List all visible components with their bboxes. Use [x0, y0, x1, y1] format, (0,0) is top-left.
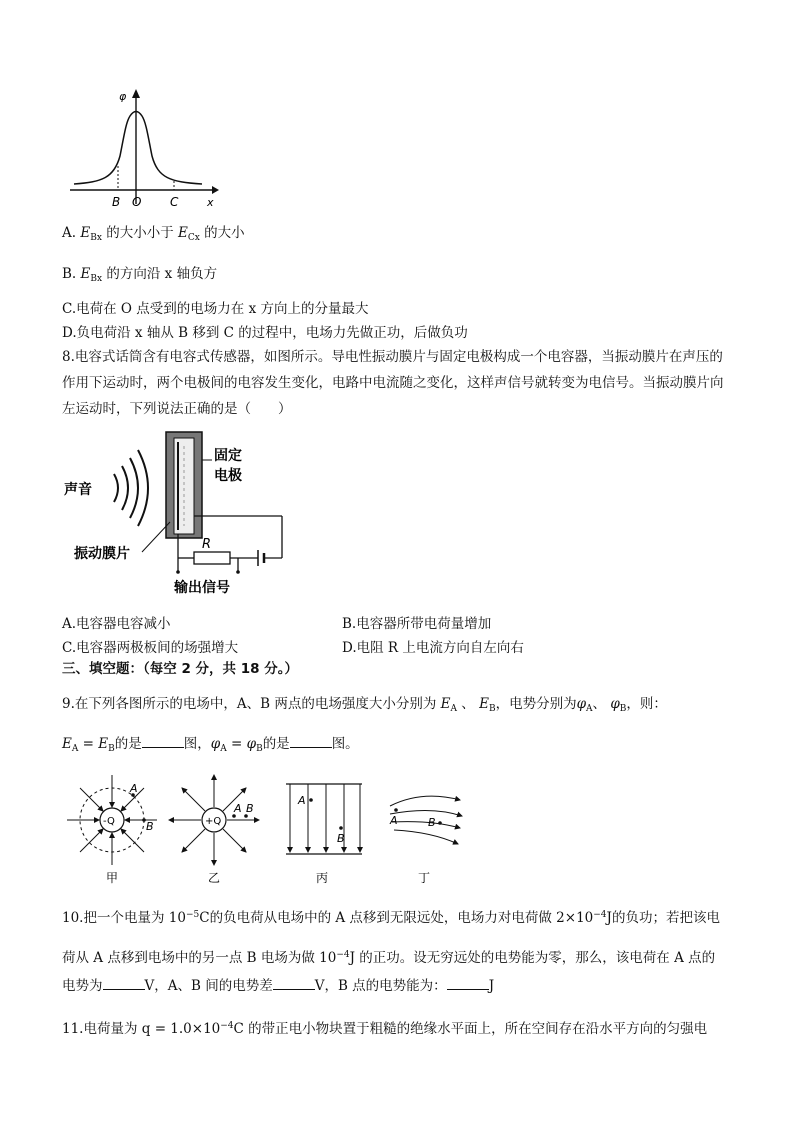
q9-line2-d: 图。: [331, 736, 359, 752]
phi-axis-label: φ: [119, 90, 127, 103]
answer-blank[interactable]: [273, 977, 315, 990]
svg-text:B: B: [337, 832, 345, 845]
q10-line3c: V，B 点的电势能为：: [314, 978, 447, 994]
q8-option-a: A.电容器电容减小: [62, 616, 171, 632]
answer-blank[interactable]: [103, 977, 145, 990]
figure-label-yi: 乙: [208, 871, 221, 885]
figure-ding: [389, 796, 462, 885]
q9-line2-a: 的是: [114, 736, 142, 752]
q7-option-c: C.电荷在 O 点受到的电场力在 x 方向上的分量最大: [62, 301, 369, 317]
q10-line3d: J: [488, 978, 495, 994]
option-b-end: 的方向沿 x 轴负方: [102, 266, 218, 282]
e-b-subscript: Bx: [90, 233, 102, 243]
q9-line2-b: 图，: [183, 736, 211, 752]
figure-label-ding: 丁: [418, 871, 431, 885]
x-axis-label: x: [207, 196, 214, 209]
q9-line2: $E_A = E_B$的是 图，$\varphi_A = \varphi_B$的是 图。: [62, 736, 359, 754]
q10-line1: [62, 906, 720, 927]
option-b-prefix: B.: [62, 266, 81, 282]
q10-p1-exp: −5: [185, 910, 200, 920]
svg-text:B: B: [428, 816, 436, 829]
q8-stem: 8.电容式话筒含有电容式传感器，如图所示。导电性振动膜片与固定电极构成一个电容器，当振动膜片在声压的作用下运动时，两个电极间的电容发生变化，电路中电流随之变化，这样声信号就转变为电信号。当振动膜片向左运动时，下列说法正确的是（ ）: [62, 349, 724, 417]
q9-stem-mid: ，电势分别为: [495, 696, 577, 712]
answer-blank[interactable]: [290, 735, 332, 748]
svg-text:A: A: [234, 802, 242, 815]
q11-p1-exp: −4: [220, 1021, 234, 1031]
q9-line2-c: 的是: [262, 736, 290, 752]
q11-line1: [62, 1017, 707, 1038]
point-c-label: C: [170, 195, 179, 209]
q10-line3: [62, 977, 494, 995]
svg-text:B: B: [146, 820, 154, 833]
q10-line3a: 电势为: [62, 978, 103, 994]
q10-line2: [62, 946, 715, 967]
q10-p1: 10.把一个电量为 10: [62, 910, 186, 926]
electrode-label-1: 固定: [214, 448, 242, 464]
figure-yi: [169, 775, 259, 885]
q9-stem: 9.在下列各图所示的电场中，A、B 两点的电场强度大小分别为 $E_A$ 、 $E_B$，电势分别为$\varphi_A$、 $\varphi_B$，则：: [62, 696, 667, 714]
figure-jia: [67, 775, 157, 885]
output-label: 输出信号: [174, 580, 230, 596]
figure-label-jia: 甲: [106, 871, 119, 885]
e-c-symbol: E: [178, 225, 188, 241]
answer-blank[interactable]: [447, 977, 489, 990]
membrane-label: 振动膜片: [74, 546, 130, 562]
q10-p2-exp: −4: [593, 910, 607, 920]
microphone-figure: [62, 422, 302, 600]
svg-text:A: A: [298, 794, 306, 807]
q7-option-a: [62, 224, 245, 247]
negative-charge-label: -Q: [103, 816, 115, 827]
q11-p2: C 的带正电小物块置于粗糙的绝缘水平面上，所在空间存在沿水平方向的匀强电: [233, 1021, 708, 1037]
q7-option-b: [62, 265, 217, 288]
q10-p3: J的负功；若把该电: [606, 910, 720, 926]
answer-blank[interactable]: [142, 735, 184, 748]
section-3-heading: 三、填空题：（每空 2 分，共 18 分。）: [62, 661, 298, 677]
option-a-prefix: A.: [62, 225, 81, 241]
e-b-symbol: E: [80, 266, 91, 282]
resistor-label: R: [202, 537, 212, 552]
point-o-label: O: [132, 195, 142, 209]
q9-stem-end: ，则：: [626, 696, 667, 712]
option-a-end: 的大小: [199, 225, 245, 241]
q10-line3b: V，A、B 间的电势差: [144, 978, 273, 994]
q10-line2b: J 的正功。设无穷远处的电势能为零，那么，该电荷在 A 点的: [349, 950, 716, 966]
q9-stem-text: 9.在下列各图所示的电场中，A、B 两点的电场强度大小分别为: [62, 696, 437, 712]
svg-text:B: B: [246, 802, 254, 815]
option-a-mid: 的大小小于: [101, 225, 178, 241]
q8-option-c: C.电容器两极板间的场强增大: [62, 640, 239, 656]
positive-charge-label: +Q: [205, 816, 222, 827]
e-b-symbol: E: [80, 225, 91, 241]
q10-p2: C的负电荷从电场中的 A 点移到无限远处，电场力对电荷做 2×10: [199, 910, 594, 926]
e-c-subscript: Cx: [187, 233, 200, 243]
q8-option-d: D.电阻 R 上电流方向自左向右: [342, 640, 524, 656]
point-b-label: B: [112, 195, 121, 209]
svg-text:A: A: [130, 782, 138, 795]
sound-label: 声音: [64, 482, 92, 498]
figure-bing: [286, 784, 362, 885]
q11-p1: 11.电荷量为 q = 1.0×10: [62, 1021, 221, 1037]
electrode-label-2: 电极: [214, 468, 242, 484]
potential-graph: [62, 86, 222, 210]
svg-text:A: A: [390, 814, 398, 827]
q8-option-b: B.电容器所带电荷量增加: [342, 616, 492, 632]
q10-line2a: 荷从 A 点移到电场中的另一点 B 电场为做 10: [62, 950, 337, 966]
e-b-subscript: Bx: [90, 274, 103, 284]
field-figures: [62, 770, 482, 888]
q10-line2-exp: −4: [336, 950, 350, 960]
figure-label-bing: 丙: [316, 871, 329, 885]
q7-option-d: D.负电荷沿 x 轴从 B 移到 C 的过程中，电场力先做正功，后做负功: [62, 325, 468, 341]
